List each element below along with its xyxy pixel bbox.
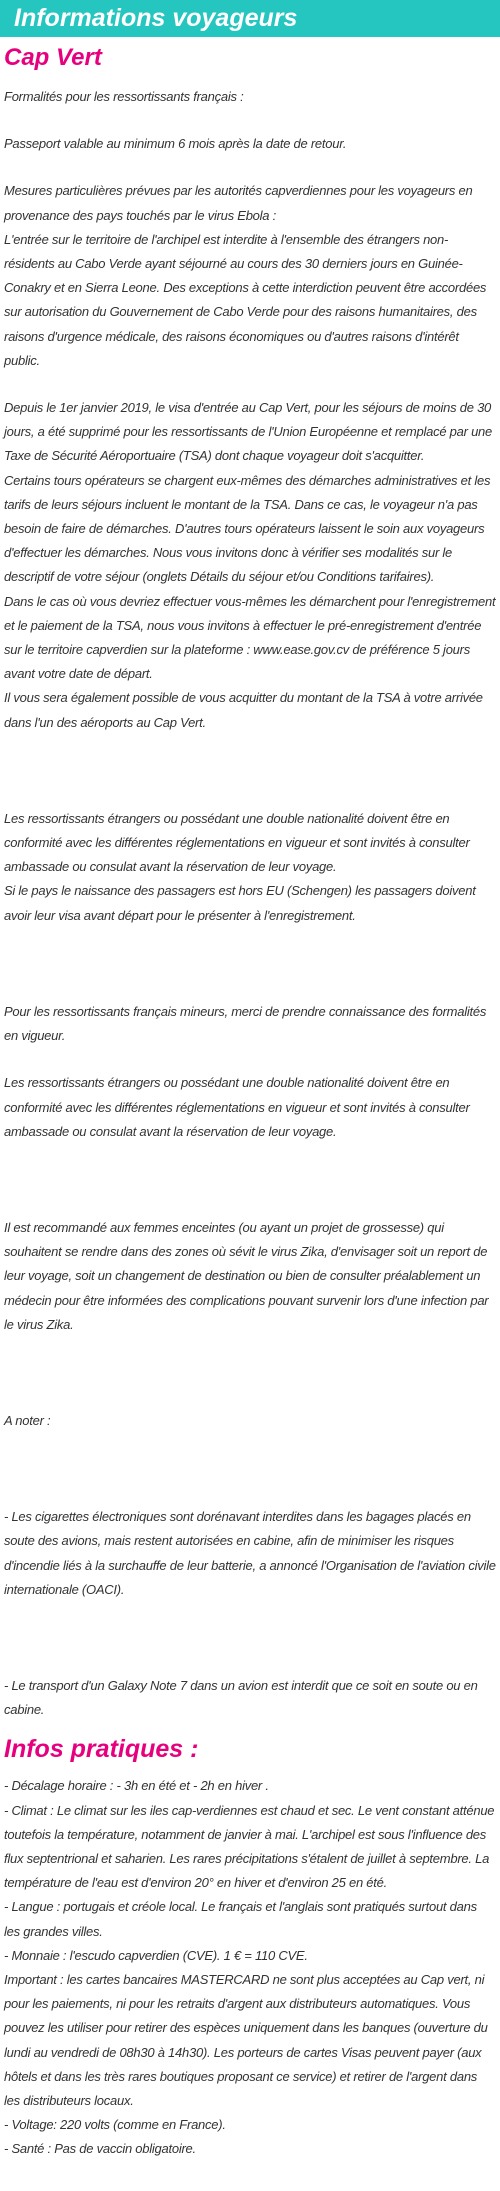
- paragraph: Les ressortissants étrangers ou possédant une double nationalité doivent être en conformité avec les différentes réglementations en vigueur et sont invités à consulter ambassade ou consulat avant la réservation de leur voyage.: [4, 1075, 470, 1139]
- list-item: Important : les cartes bancaires MASTERCARD ne sont plus acceptées au Cap vert, ni pour les paiements, ni pour les retraits d'argent aux distributeurs automatiques. Vous pouvez les utiliser pour retirer des espèces uniquement dans les banques (ouverture du lundi au vendredi de 08h30 à 14h30). Les porteurs de cartes Visas peuvent payer (aux hôtels et dans les très rares boutiques proposant ce service) et retirer de l'argent dans les distributeurs locaux.: [4, 1971, 488, 2108]
- paragraph: Formalités pour les ressortissants français :: [4, 89, 244, 104]
- section-title-cap-vert: Cap Vert: [4, 44, 102, 71]
- page-header: [0, 0, 500, 37]
- paragraph: Depuis le 1er janvier 2019, le visa d'entrée au Cap Vert, pour les séjours de moins de 30 jours, a été supprimé pour les ressortissants de l'Union Européenne et remplacé par une Taxe de Sécurité Aéroportuaire (TSA) dont chaque voyageur doit s'acquitter.: [4, 400, 493, 464]
- paragraph: Mesures particulières prévues par les autorités capverdiennes pour les voyageurs en provenance des pays touchés par le virus Ebola :: [4, 183, 473, 223]
- list-item: - Monnaie : l'escudo capverdien (CVE). 1 € = 110 CVE.: [4, 1947, 308, 1963]
- list-item: - Voltage: 220 volts (comme en France).: [4, 2117, 226, 2133]
- paragraph: Passeport valable au minimum 6 mois après la date de retour.: [4, 136, 347, 152]
- list-item: - Décalage horaire : - 3h en été et - 2h en hiver .: [4, 1778, 269, 1794]
- list-item: - Climat : Le climat sur les iles cap-verdiennes est chaud et sec. Le vent constant atténue toutefois la température, notamment de janvier à mai. L'archipel est sous l'influence des flux septentrional et saharien. Les rares précipitations s'étalent de juillet à septembre. La température de l'eau est d'environ 20° en hiver et d'environ 25 en été.: [4, 1802, 495, 1891]
- paragraph: - Les cigarettes électroniques sont dorénavant interdites dans les bagages placés en soute des avions, mais restent autorisées en cabine, afin de minimiser les risques d'incendie liés à la surchauffe de leur batterie, a annoncé l'Organisation de l'aviation civile internationale (OACI).: [4, 1509, 496, 1597]
- paragraph: Dans le cas où vous devriez effectuer vous-mêmes les démarchent pour l'enregistrement et le paiement de la TSA, nous vous invitons à effectuer le pré-enregistrement d'entrée sur le territoire capverdien sur la plateforme : www.ease.gov.cv de préférence 5 jours avant votre date de départ.: [4, 593, 496, 682]
- paragraph: - Le transport d'un Galaxy Note 7 dans un avion est interdit que ce soit en soute ou en cabine.: [4, 1677, 478, 1718]
- paragraph: L'entrée sur le territoire de l'archipel est interdite à l'ensemble des étrangers non-résidents au Cabo Verde ayant séjourné au cours des 30 derniers jours en Guinée-Conakry et en Sierra Leone. Des exceptions à cette interdiction peuvent être accordées sur autorisation du Gouvernement de Cabo Verde pour des raisons humanitaires, des raisons d'urgence médicale, des raisons économiques ou d'autres raisons d'intérêt public.: [4, 231, 487, 368]
- main-content: [0, 43, 500, 2162]
- paragraph: Si le pays le naissance des passagers est hors EU (Schengen) les passagers doivent avoir leur visa avant départ pour le présenter à l'enregistrement.: [4, 883, 476, 923]
- section-title-infos-pratiques: Infos pratiques :: [4, 1735, 199, 1764]
- paragraph: Pour les ressortissants français mineurs, merci de prendre connaissance des formalités en vigueur.: [4, 1003, 487, 1044]
- paragraph: Certains tours opérateurs se chargent eux-mêmes des démarches administratives et les tarifs de leurs séjours incluent le montant de la TSA. Dans ce cas, le voyageur n'a pas besoin de faire de démarches. D'autres tours opérateurs laissent le soin aux voyageurs d'effectuer les démarches. Nous vous invitons donc à vérifier ses modalités sur le descriptif de votre séjour (onglets Détails du séjour et/ou Conditions tarifaires).: [4, 472, 491, 585]
- paragraph: Les ressortissants étrangers ou possédant une double nationalité doivent être en conformité avec les différentes réglementations en vigueur et sont invités à consulter ambassade ou consulat avant la réservation de leur voyage.: [4, 810, 470, 875]
- paragraph: Il est recommandé aux femmes enceintes (ou ayant un projet de grossesse) qui souhaitent se rendre dans des zones où sévit le virus Zika, d'envisager soit un report de leur voyage, soit un changement de destination ou bien de consulter préalablement un médecin pour être informées des complications pouvant survenir lors d'une infection par le virus Zika.: [4, 1219, 489, 1332]
- list-item: - Langue : portugais et créole local. Le français et l'anglais sont pratiqués surtout dans les grandes villes.: [4, 1899, 477, 1939]
- page-title: Informations voyageurs: [14, 4, 298, 32]
- paragraph: Il vous sera également possible de vous acquitter du montant de la TSA à votre arrivée dans l'un des aéroports au Cap Vert.: [4, 690, 483, 730]
- list-item: - Santé : Pas de vaccin obligatoire.: [4, 2141, 196, 2157]
- paragraph: A noter :: [4, 1412, 51, 1428]
